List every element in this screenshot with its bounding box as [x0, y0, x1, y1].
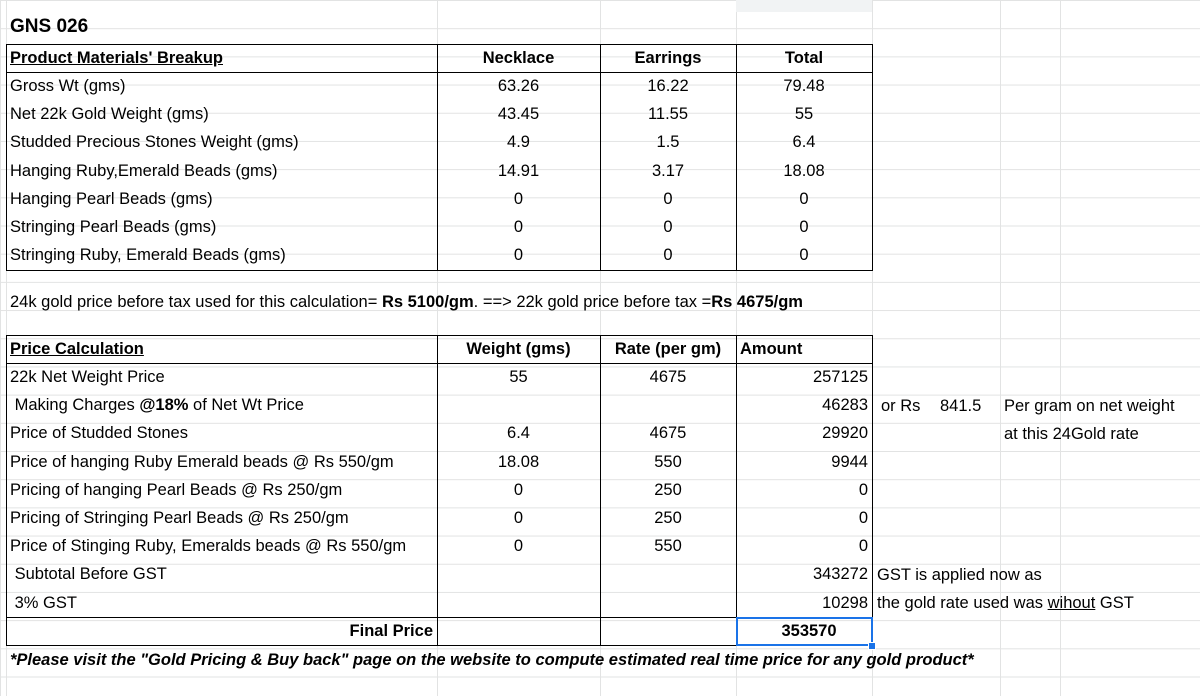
pricing-rate-value[interactable]: 550	[654, 537, 682, 556]
breakup-row-label[interactable]: Studded Precious Stones Weight (gms)	[10, 133, 299, 152]
breakup-earrings-value[interactable]: 0	[663, 246, 673, 265]
breakup-total-value[interactable]: 6.4	[792, 133, 816, 152]
sheet-title[interactable]: GNS 026	[10, 16, 89, 37]
breakup-total-value[interactable]: 0	[799, 189, 809, 208]
pricing-weight-value[interactable]: 0	[513, 509, 524, 527]
breakup-row-label[interactable]: Stringing Pearl Beads (gms)	[10, 218, 217, 236]
pricing-amount-value[interactable]: 343272	[812, 565, 868, 584]
side-note-per-gram-text[interactable]: Per gram on net weight	[1004, 397, 1175, 415]
final-price-label[interactable]: Final Price	[349, 622, 433, 640]
pricing-amount-value[interactable]: 9944	[831, 452, 868, 471]
column-header-selected	[736, 0, 872, 12]
pricing-weight-value[interactable]	[437, 391, 600, 419]
pricing-amount-value[interactable]: 29920	[822, 424, 868, 443]
side-note-rate-text[interactable]: at this 24Gold rate	[1004, 425, 1139, 443]
final-price-amount[interactable]: 353570	[781, 622, 837, 640]
breakup-row-label[interactable]: Net 22k Gold Weight (gms)	[10, 105, 209, 124]
pricing-row-label[interactable]: Price of hanging Ruby Emerald beads @ Rs 550/gm	[10, 452, 394, 471]
pricing-rate-value[interactable]: 4675	[649, 368, 687, 386]
breakup-row-label[interactable]: Stringing Ruby, Emerald Beads (gms)	[10, 246, 286, 265]
pricing-weight-value[interactable]: 0	[513, 480, 524, 499]
side-note-gst-line2[interactable]	[877, 589, 1197, 617]
breakup-header-earrings[interactable]: Earrings	[634, 49, 702, 67]
pricing-header-amount[interactable]: Amount	[740, 340, 803, 358]
pricing-rate-value[interactable]: 250	[654, 480, 682, 499]
breakup-total-value[interactable]: 79.48	[783, 77, 825, 95]
breakup-row-label[interactable]: Gross Wt (gms)	[10, 77, 126, 95]
pricing-amount-value[interactable]: 0	[858, 509, 868, 527]
pricing-row-label[interactable]: 22k Net Weight Price	[10, 368, 165, 386]
pricing-amount-value[interactable]: 0	[858, 480, 868, 499]
pricing-weight-value[interactable]: 55	[509, 368, 528, 386]
pricing-row-label[interactable]: 3% GST	[10, 593, 77, 612]
breakup-necklace-value[interactable]: 4.9	[507, 133, 530, 152]
pricing-weight-value[interactable]	[437, 560, 600, 588]
breakup-header-total[interactable]: Total	[784, 49, 824, 67]
selected-cell-highlight[interactable]	[736, 617, 873, 646]
pricing-header-weight[interactable]: Weight (gms)	[466, 340, 571, 358]
breakup-earrings-value[interactable]: 3.17	[651, 161, 685, 180]
note-24k-price: Rs 5100/gm	[381, 293, 474, 311]
breakup-necklace-value[interactable]: 63.26	[497, 77, 540, 95]
pricing-row-label[interactable]	[6, 391, 437, 419]
breakup-header-necklace[interactable]: Necklace	[482, 49, 555, 67]
pricing-header-label[interactable]: Price Calculation	[10, 340, 144, 358]
breakup-total-value[interactable]: 0	[799, 218, 809, 236]
pricing-weight-value[interactable]: 6.4	[507, 424, 530, 443]
pricing-weight-value[interactable]	[437, 589, 600, 617]
gst-note-underlined: wihout	[1047, 594, 1096, 612]
breakup-earrings-value[interactable]: 0	[663, 189, 673, 208]
breakup-necklace-value[interactable]: 14.91	[497, 161, 540, 180]
footer-note[interactable]: *Please visit the "Gold Pricing & Buy back" page on the website to compute estimated real time price for any gold product*	[10, 651, 974, 669]
pricing-header-rate[interactable]: Rate (per gm)	[614, 340, 722, 358]
pricing-rate-value[interactable]	[600, 391, 736, 419]
gold-price-note[interactable]	[6, 288, 906, 316]
breakup-earrings-value[interactable]: 1.5	[656, 133, 680, 152]
pricing-amount-value[interactable]: 10298	[822, 593, 868, 612]
pricing-rate-value[interactable]	[600, 589, 736, 617]
pricing-amount-value[interactable]: 257125	[812, 368, 868, 386]
breakup-row-label[interactable]: Hanging Pearl Beads (gms)	[10, 189, 213, 208]
pricing-weight-value[interactable]: 18.08	[497, 452, 540, 471]
pricing-rate-value[interactable]: 550	[654, 452, 682, 471]
pricing-amount-value[interactable]: 46283	[822, 396, 868, 415]
pricing-rate-value[interactable]: 4675	[649, 424, 687, 443]
breakup-necklace-value[interactable]: 43.45	[497, 105, 540, 124]
pricing-rate-value[interactable]: 250	[654, 509, 682, 527]
label-text-end: of Net Wt Price	[188, 396, 304, 415]
label-text: Making Charges	[10, 396, 140, 415]
label-bold-rate: @18%	[139, 396, 189, 415]
pricing-row-label[interactable]: Pricing of Stringing Pearl Beads @ Rs 250/gm	[10, 509, 349, 527]
breakup-earrings-value[interactable]: 16.22	[647, 77, 689, 95]
breakup-total-value[interactable]: 18.08	[783, 161, 825, 180]
breakup-necklace-value[interactable]: 0	[513, 246, 524, 265]
breakup-necklace-value[interactable]: 0	[513, 218, 524, 236]
breakup-earrings-value[interactable]: 11.55	[647, 105, 689, 124]
side-note-per-gram-value[interactable]: 841.5	[940, 397, 982, 415]
breakup-earrings-value[interactable]: 0	[663, 218, 673, 236]
side-note-gst-line1[interactable]: GST is applied now as	[877, 566, 1042, 584]
side-note-or-rs[interactable]: or Rs	[881, 397, 921, 415]
breakup-total-value[interactable]: 0	[799, 246, 809, 265]
note-text-2: . ==> 22k gold price before tax =	[473, 293, 712, 311]
pricing-row-label[interactable]: Pricing of hanging Pearl Beads @ Rs 250/gm	[10, 480, 343, 499]
pricing-row-label[interactable]: Subtotal Before GST	[10, 565, 167, 584]
note-22k-price: Rs 4675/gm	[711, 293, 803, 311]
pricing-row-label[interactable]: Price of Stinging Ruby, Emeralds beads @ Rs 550/gm	[10, 537, 407, 556]
pricing-amount-value[interactable]: 0	[858, 537, 868, 556]
breakup-total-value[interactable]: 55	[794, 105, 814, 124]
note-text: 24k gold price before tax used for this calculation=	[10, 293, 382, 311]
gst-note-text: the gold rate used was	[877, 594, 1048, 612]
gst-note-text-end: GST	[1095, 594, 1134, 612]
breakup-row-label[interactable]: Hanging Ruby,Emerald Beads (gms)	[10, 161, 278, 180]
pricing-row-label[interactable]: Price of Studded Stones	[10, 424, 188, 443]
breakup-header-label[interactable]: Product Materials' Breakup	[10, 49, 223, 67]
pricing-rate-value[interactable]	[600, 560, 736, 588]
pricing-weight-value[interactable]: 0	[513, 537, 524, 556]
breakup-necklace-value[interactable]: 0	[513, 189, 524, 208]
